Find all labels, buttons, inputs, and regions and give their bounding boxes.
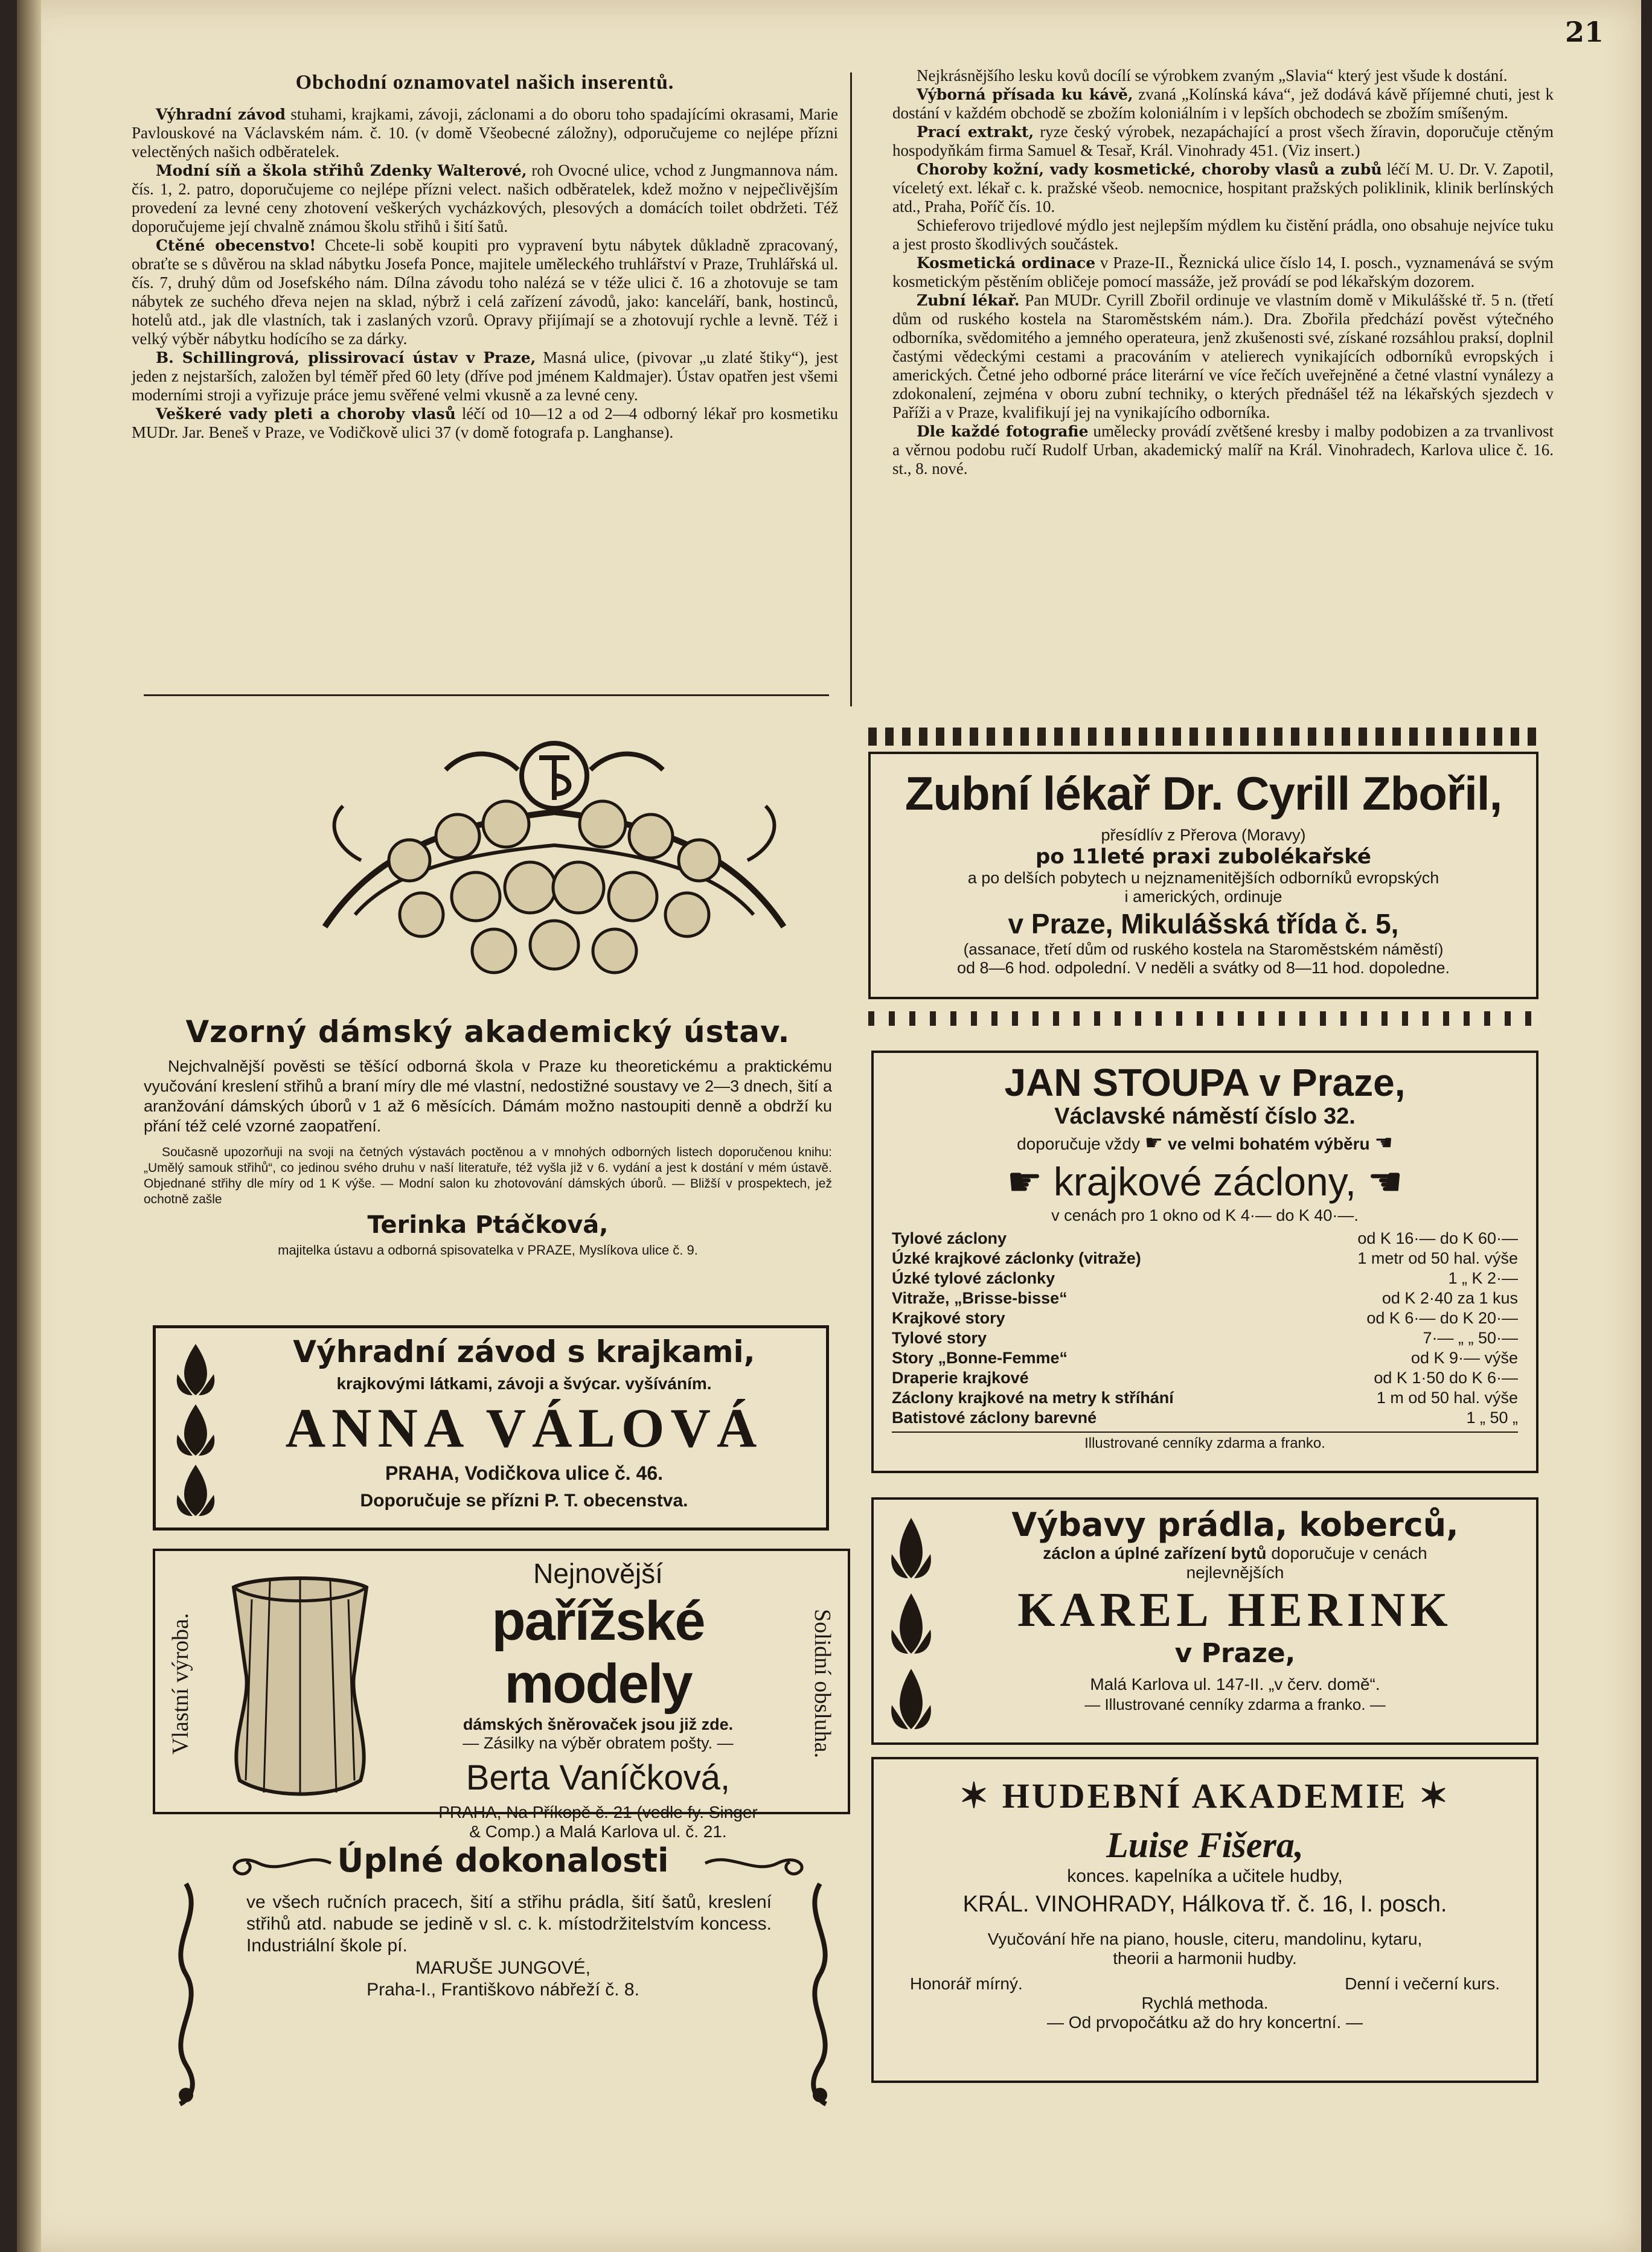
ad-lace-box bbox=[153, 1325, 829, 1531]
scroll-ornament-icon bbox=[168, 1878, 204, 2107]
ad-herink-address: Malá Karlova ul. 147-II. „v červ. domě“. bbox=[1090, 1675, 1380, 1694]
price-row: Krajkové story od K 6·— do K 20·— bbox=[892, 1309, 1518, 1327]
pointing-hand-icon: ☛ bbox=[1007, 1159, 1043, 1204]
ad-corset-headline: pařížské modely bbox=[491, 1590, 705, 1715]
ad-herink-line1: Výbavy prádla, koberců, bbox=[1011, 1506, 1459, 1544]
ad-music-box bbox=[871, 1757, 1538, 2083]
ad-herink-footer: — Illustrované cenníky zdarma a franko. — bbox=[1084, 1695, 1386, 1713]
right-column bbox=[892, 66, 1554, 478]
binding-edge bbox=[17, 0, 41, 2252]
ad-corset-text bbox=[397, 1557, 799, 1841]
leaf-ornament-icon bbox=[171, 1338, 220, 1519]
ad-music-title-row: ✶ HUDEBNÍ AKADEMIE ✶ bbox=[959, 1776, 1451, 1815]
ad-stoupa-recommend: doporučuje vždy ☛ ve velmi bohatém výběru ☚ bbox=[1017, 1131, 1393, 1154]
ad-perfection bbox=[168, 1841, 838, 2113]
ornament-band bbox=[868, 728, 1538, 746]
notice-paragraph: Modní síň a škola střihů Zdenky Walterové, roh Ovocné ulice, vchod z Jungmannova nám. čís. 1, 2. patro, doporučujeme co nejlépe přízni velect. našich odběratelek, kdež možno v nejpečlivějším provedení za levné ceny zhotovení veškerých vycházkových, plesových a domácích toilet obdržeti. Též doporučujeme její chvalně známou školu střihů i šití šatů. bbox=[132, 161, 839, 235]
ad-herink-box bbox=[871, 1497, 1538, 1745]
notice-paragraph: Výborná přísada ku kávě, zvaná „Kolínská káva“, jež dodává kávě příjemné chuti, jest k dostání v každém obchodě se zbožím koloniálním i v lepších obchodech se zbožím smíšeným. bbox=[892, 85, 1554, 122]
ad-herink-line3: nejlevnějších bbox=[1186, 1563, 1284, 1582]
flourish-right-icon bbox=[699, 1845, 814, 1881]
ad-music-method: Rychlá methoda. bbox=[1141, 1994, 1269, 2012]
price-row: Úzké krajkové záclonky (vitraže) 1 metr od 50 hal. výše bbox=[892, 1249, 1518, 1267]
ad-dentist-title: Zubní lékař Dr. Cyrill Zbořil, bbox=[904, 767, 1502, 820]
notice-paragraph: Choroby kožní, vady kosmetické, choroby vlasů a zubů léčí M. U. Dr. V. Zapotil, víceletý ext. lékař c. k. pražské všeob. nemocnice, hospitant pražských poliklinik, klinik berlínských atd., Praha, Poříč čís. 10. bbox=[892, 160, 1554, 216]
ornament-band bbox=[868, 1011, 1538, 1026]
star-icon: ✶ bbox=[1418, 1776, 1451, 1815]
ornamental-emblem bbox=[301, 734, 808, 993]
notice-paragraph: Veškeré vady pleti a choroby vlasů léčí od 10—12 a od 2—4 odborný lékař pro kosmetiku MUDr. Jar. Beneš v Praze, ve Vodičkově ulici 37 (v domě fotografa p. Langhanse). bbox=[132, 405, 838, 441]
ad-dentist-l2: po 11leté praxi zubolékařské bbox=[1036, 845, 1371, 869]
ad-corset-side-left: Vlastní výroba. bbox=[168, 1613, 193, 1755]
notice-paragraph: Kosmetická ordinace v Praze-II., Řeznická ulice číslo 14, I. posch., vyznamenává se svým kosmetickým pěstěním obličeje pomocí massáže, jež provádí se pod lékařským dozorem. bbox=[892, 254, 1554, 290]
ad-music-body1: Vyučování hře na piano, housle, citeru, mandolinu, kytaru, bbox=[987, 1930, 1423, 1948]
ad-perfection-address: Praha-I., Františkovo nábřeží č. 8. bbox=[367, 1980, 639, 2000]
ad-lace-name: ANNA VÁLOVÁ bbox=[285, 1397, 763, 1459]
ad-stoupa-box bbox=[871, 1051, 1538, 1473]
price-row: Batistové záclony barevné 1 „ 50 „ bbox=[892, 1409, 1518, 1427]
ad-dentist-l1: přesídlív z Přerova (Moravy) bbox=[1101, 826, 1306, 844]
notice-paragraph: Nejkrásnějšího lesku kovů docílí se výrobkem zvaným „Slavia“ který jest všude k dostání. bbox=[917, 66, 1508, 85]
ad-corset-top: Nejnovější bbox=[533, 1558, 663, 1589]
ad-stoupa-footer: Illustrované cenníky zdarma a franko. bbox=[892, 1431, 1518, 1452]
pointing-hand-icon: ☛ bbox=[1144, 1131, 1164, 1154]
ad-perfection-name: MARUŠE JUNGOVÉ, bbox=[415, 1958, 591, 1978]
ad-academy-title: Vzorný dámský akademický ústav. bbox=[185, 1014, 790, 1049]
notice-paragraph: Výhradní závod stuhami, krajkami, závoji, záclonami a do oboru toho spadajícími okrasami, Marie Pavlouskové na Václavském nám. č. 10. (v domě Všeobecné záložny), odporučujeme co nejlépe přízni velectěných našich odběratelek. bbox=[132, 105, 838, 161]
corset-icon bbox=[210, 1563, 391, 1805]
pointing-hand-left-icon: ☚ bbox=[1374, 1131, 1393, 1154]
newspaper-page bbox=[17, 0, 1641, 2252]
scroll-ornament-icon bbox=[802, 1878, 838, 2107]
ad-lace-line1: Výhradní závod s krajkami, bbox=[293, 1334, 755, 1369]
leaf-ornament-icon bbox=[887, 1512, 935, 1735]
left-column bbox=[132, 71, 838, 442]
ad-academy-body: Nejchvalnější pověsti se těšící odborná škola v Praze ku theoretickému a praktickému vyučování kreslení střihů a braní míry dle mé vlastní, nedostižné soustavy ve 2—3 dnech, šití a aranžování dámských úborů v 1 až 6 měsících. Dámám možno nastoupiti denně a obdrží ku přání též celé vzorné zaopatření. bbox=[144, 1057, 832, 1135]
ad-dentist-l3: a po delších pobytech u nejznamenitějších odborníků evropských bbox=[967, 869, 1439, 887]
notice-paragraph: B. Schillingrová, plissirovací ústav v Praze, Masná ulice, (pivovar „u zlaté štiky“), jest jeden z nejstarších, založen byl téměř před 60 lety (dříve pod jménem Kaldmajer). Ústav opatřen jest všemi moderními stroji a vyřizuje práce jemu svěřené velmi vkusně a za levné ceny. bbox=[132, 348, 839, 404]
ad-corset-address1: PRAHA, Na Příkopě č. 21 (vedle fy. Singer bbox=[438, 1803, 758, 1822]
ad-dentist-l7: od 8—6 hod. odpolední. V neděli a svátky od 8—11 hod. dopoledne. bbox=[956, 959, 1450, 977]
ad-perfection-title: Úplné dokonalosti bbox=[337, 1841, 669, 1879]
ad-herink-name: KAREL HERINK bbox=[1017, 1584, 1453, 1637]
ad-dentist-l4: i amerických, ordinuje bbox=[1124, 888, 1282, 906]
notice-paragraph: Ctěné obecenstvo! Chcete-li sobě koupiti pro vypravení bytu nábytek důkladně zpracovaný, obraťte se s důvěrou na sklad nábytku Josefa Ponce, majitele uměleckého truhlářství v Praze, Truhlářská ul. čís. 7, druhý dům od Josefského nám. Dílna závodu toho nalézá se v téže ulici č. 16 a zhotovuje se tam nábytek ze suchého dřeva nejen na sklad, nýbrž i celá zařízení závodů, jako: kanceláří, bank, hostinců, hotelů atd., jak dle vlastních, tak i zaslaných vzorů. Opravy přijímají se a zhotovují rychle a levně. Též i velký výběr nábytku hodícího se za dárky. bbox=[132, 236, 838, 348]
ad-lace-line2: krajkovými látkami, závoji a švýcar. vyšíváním. bbox=[336, 1374, 712, 1393]
ad-corset-sub1: dámských šněrovaček jsou již zde. bbox=[463, 1715, 734, 1733]
ad-stoupa-product: ☛ krajkové záclony, ☚ bbox=[1007, 1159, 1403, 1204]
ad-herink-city: v Praze, bbox=[1174, 1638, 1296, 1669]
notice-paragraph: Prací extrakt, ryze český výrobek, nezapáchající a prost všech žíravin, doporučuje ctěným hospodyňkám firma Samuel & Tesař, Král. Vinohrady 451. (Viz insert.) bbox=[892, 123, 1554, 159]
ad-stoupa-price-list bbox=[892, 1229, 1518, 1428]
price-row: Story „Bonne-Femme“ od K 9·— výše bbox=[892, 1349, 1518, 1367]
ad-stoupa-price-intro: v cenách pro 1 okno od K 4·— do K 40·—. bbox=[1051, 1206, 1359, 1224]
ad-academy-signature-sub: majitelka ústavu a odborná spisovatelka v PRAZE, Myslíkova ulice č. 9. bbox=[278, 1243, 698, 1258]
ad-music-terms: Honorář mírný. Denní i večerní kurs. bbox=[910, 1974, 1500, 1993]
ad-herink-text bbox=[946, 1506, 1524, 1714]
notice-paragraph: Schieferovo trijedlové mýdlo jest nejlepším mýdlem ku čistění prádla, ono obsahuje nejvíce tuku a jest prosto škodlivých součástek. bbox=[892, 216, 1554, 253]
ad-music-body2: theorii a harmonii hudby. bbox=[1113, 1949, 1297, 1968]
price-row: Úzké tylové záclonky 1 „ K 2·— bbox=[892, 1269, 1518, 1287]
price-row: Tylové story 7·— „ „ 50·— bbox=[892, 1329, 1518, 1347]
ad-academy bbox=[144, 1014, 832, 1258]
price-row: Vitraže, „Brisse-bisse“ od K 2·40 za 1 kus bbox=[892, 1289, 1518, 1307]
flourish-left-icon bbox=[222, 1845, 337, 1881]
ad-corset-side-right: Solidní obsluha. bbox=[810, 1609, 835, 1759]
price-row: Draperie krajkové od K 1·50 do K 6·— bbox=[892, 1369, 1518, 1387]
ad-music-name: Luise Fišera, bbox=[1106, 1825, 1304, 1865]
page-number: 21 bbox=[1564, 16, 1604, 48]
ad-music-address: KRÁL. VINOHRADY, Hálkova tř. č. 16, I. posch. bbox=[962, 1892, 1447, 1917]
price-row: Záclony krajkové na metry k stříhání 1 m od 50 hal. výše bbox=[892, 1389, 1518, 1407]
ad-academy-signature: Terinka Ptáčková, bbox=[367, 1211, 609, 1239]
ad-lace-recommend: Doporučuje se přízni P. T. obecenstva. bbox=[360, 1491, 688, 1511]
ad-corset-name: Berta Vaníčková, bbox=[466, 1758, 731, 1797]
ad-herink-line2: záclon a úplné zařízení bytů doporučuje v cenách bbox=[1043, 1544, 1427, 1563]
ad-dentist-l5: v Praze, Mikulášská třída č. 5, bbox=[1008, 908, 1399, 939]
ad-stoupa-title: JAN STOUPA v Praze, bbox=[1004, 1061, 1406, 1104]
pointing-hand-left-icon: ☚ bbox=[1367, 1159, 1403, 1204]
ad-perfection-body: ve všech ručních pracech, šití a střihu prádla, šití šatů, kreslení střihů atd. nabude se jedině v sl. c. k. místodržitelstvím koncess. Industriální škole pí. bbox=[246, 1892, 772, 1956]
ad-corset-sub2: — Zásilky na výběr obratem pošty. — bbox=[463, 1734, 734, 1752]
ad-academy-note: Současně upozorňuji na svoji na četných výstavách poctěnou a v mnohých odborných listech doporučenou knihu: „Umělý samouk střihů“, co jedinou svého druhu v naší literatuře, též vyšla již v 6. vydání a jest k dostání v mém ústavě. Objednané střihy dle míry od 1 K výše. — Modní salon ku zhotovování dámských úborů. — Bližší v prospektech, jež ochotně zašle bbox=[144, 1145, 832, 1206]
column-divider bbox=[144, 694, 829, 696]
ad-corset-box bbox=[153, 1549, 850, 1841]
ad-stoupa-address: Václavské náměstí číslo 32. bbox=[1054, 1104, 1356, 1129]
ad-lace-text bbox=[234, 1334, 814, 1511]
ad-dentist-box bbox=[868, 752, 1538, 999]
column-rule bbox=[850, 72, 852, 706]
ad-music-sub: konces. kapelníka a učitele hudby, bbox=[1067, 1866, 1343, 1886]
notice-paragraph: Zubní lékař. Pan MUDr. Cyrill Zbořil ordinuje ve vlastním domě v Mikulášské tř. 5 n. (třetí dům od ruského kostela na Staroměstském nám.). Dra. Zbořila předchází pověst výtečného odborníka, svědomitého a jemného operateura, jenž zkušenosti své, získané rozsáhlou praksí, doplnil častými vědeckými cestami a pracováním v atelierech vynikajících odborníků evropských i amerických. Četné jeho odborné práce literární ve více řečích uveřejněné a četné vlastní vynálezy a zdokonalení, zejména v oboru zubní techniky, o kterých přednášel též na lékařských sjezdech v Paříži a v Praze, kvalifikují jej na vynikajícího odborníka. bbox=[892, 291, 1554, 421]
section-title: Obchodní oznamovatel našich inserentů. bbox=[295, 71, 674, 94]
ad-music-footer: — Od prvopočátku až do hry koncertní. — bbox=[1047, 2013, 1363, 2032]
ad-lace-address: PRAHA, Vodičkova ulice č. 46. bbox=[385, 1462, 663, 1484]
price-row: Tylové záclony od K 16·— do K 60·— bbox=[892, 1229, 1518, 1247]
star-icon: ✶ bbox=[959, 1776, 991, 1815]
ad-corset-address2: & Comp.) a Malá Karlova ul. č. 21. bbox=[469, 1822, 727, 1841]
notice-paragraph: Dle každé fotografie umělecky provádí zvětšené kresby i malby podobizen a za trvanlivost a věrnou podobu ručí Rudolf Urban, akademický malíř na Král. Vinohradech, Karlova ulice č. 16. st., 8. nové. bbox=[892, 422, 1554, 478]
ad-dentist-l6: (assanace, třetí dům od ruského kostela na Staroměstském náměstí) bbox=[963, 940, 1444, 958]
